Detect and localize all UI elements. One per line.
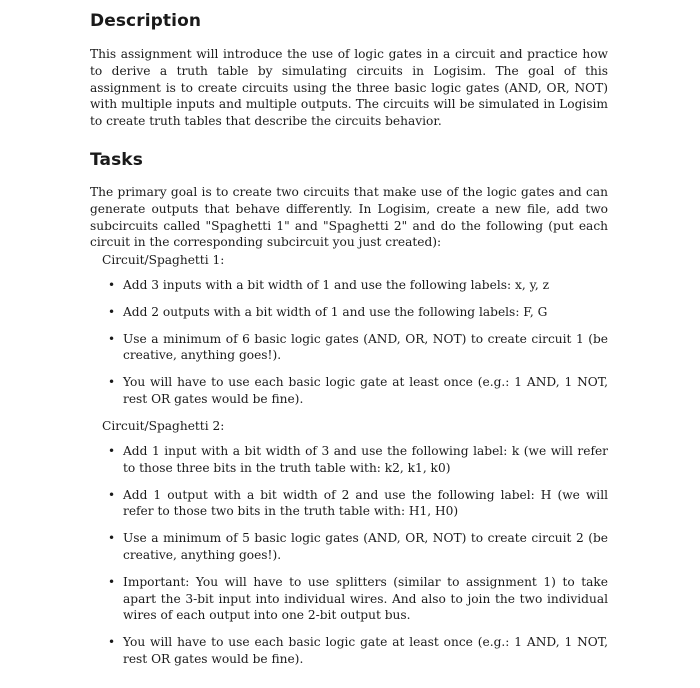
list-item: • Important: You will have to use splitters (similar to assignment 1) to take apart the 3-bit input into individual wires. And also to join the two individual wires of each output into one 2-bit output bus. — [108, 574, 608, 623]
bullet-icon: • — [108, 531, 116, 546]
list-item: • You will have to use each basic logic gate at least once (e.g.: 1 AND, 1 NOT, rest OR gates would be fine). — [108, 635, 608, 666]
list-item: • Add 3 inputs with a bit width of 1 and use the following labels: x, y, z — [108, 278, 550, 292]
description-heading: Description — [90, 11, 202, 31]
list-item: • Add 2 outputs with a bit width of 1 and use the following labels: F, G — [108, 304, 548, 319]
bullet-icon: • — [108, 487, 116, 502]
list-item: • Use a minimum of 5 basic logic gates (AND, OR, NOT) to create circuit 2 (be creative, anything goes!). — [108, 531, 608, 562]
bullet-icon: • — [108, 444, 116, 458]
circuit1-label: Circuit/Spaghetti 1: — [102, 253, 225, 267]
bullet-icon: • — [108, 278, 116, 292]
bullet-icon: • — [108, 375, 116, 390]
tasks-heading: Tasks — [90, 150, 143, 170]
bullet-icon: • — [108, 635, 116, 650]
circuit2-label: Circuit/Spaghetti 2: — [102, 419, 225, 433]
bullet-icon: • — [108, 331, 116, 346]
list-item: • Add 1 input with a bit width of 3 and use the following label: k (we will refer to those three bits in the truth table with: k2, k1, k0) — [108, 444, 608, 475]
list-item: • Add 1 output with a bit width of 2 and use the following label: H (we will refer to those two bits in the truth table with: H1, H0) — [108, 487, 608, 519]
description-paragraph: This assignment will introduce the use of logic gates in a circuit and practice how to derive a truth table by simulating circuits in Logisim. The goal of this assignment is to create circuits using the three basic logic gates (AND, OR, NOT) with multiple inputs and multiple outputs. The circuits will be simulated in Logisim to create truth tables that describe the circuits behavior. — [90, 47, 608, 129]
bullet-icon: • — [108, 304, 116, 319]
list-item: • Use a minimum of 6 basic logic gates (AND, OR, NOT) to create circuit 1 (be creative, anything goes!). — [108, 331, 608, 363]
circuit1-list — [108, 277, 608, 408]
tasks-intro-paragraph: The primary goal is to create two circuits that make use of the logic gates and can generate outputs that behave differently. In Logisim, create a new file, add two subcircuits called "Spaghetti 1" and "Spaghetti 2" and do the following (put each circuit in the corresponding subcircuit you just created): — [90, 185, 608, 250]
circuit2-list — [108, 443, 608, 678]
bullet-icon: • — [108, 574, 116, 589]
list-item: • You will have to use each basic logic gate at least once (e.g.: 1 AND, 1 NOT, rest OR gates would be fine). — [108, 375, 608, 406]
